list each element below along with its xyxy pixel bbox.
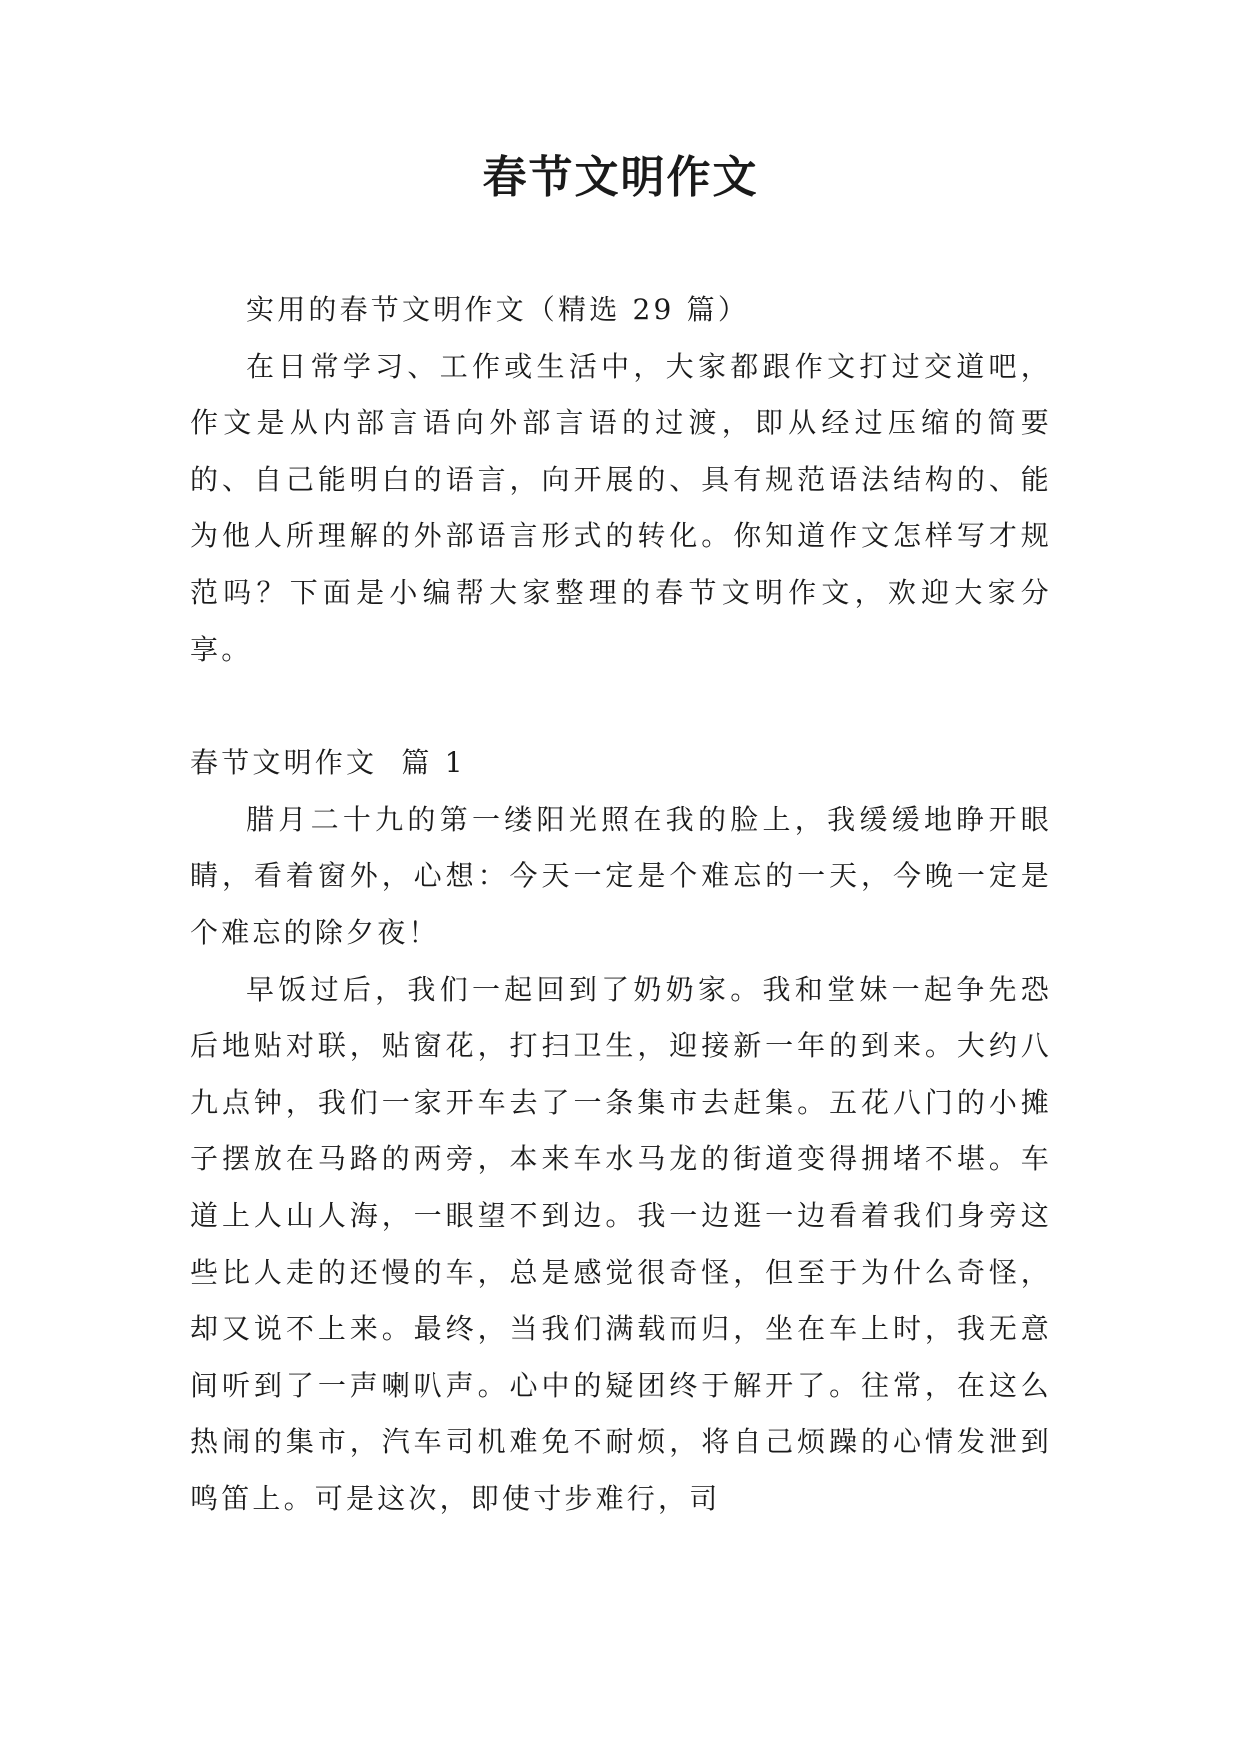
body-paragraph-2: 早饭过后，我们一起回到了奶奶家。我和堂妹一起争先恐后地贴对联，贴窗花，打扫卫生，迎接新一年的到来。大约八九点钟，我们一家开车去了一条集市去赶集。五花八门的小摊子摆放在马路的两旁，本来车水马龙的街道变得拥堵不堪。车道上人山人海，一眼望不到边。我一边逛一边看着我们身旁这些比人走的还慢的车，总是感觉很奇怪，但至于为什么奇怪，却又说不上来。最终，当我们满载而归，坐在车上时，我无意间听到了一声喇叭声。心中的疑团终于解开了。往常，在这么热闹的集市，汽车司机难免不耐烦，将自己烦躁的心情发泄到鸣笛上。可是这次，即使寸步难行，司 (190, 972, 1052, 1515)
document-title: 春节文明作文 (482, 152, 759, 203)
section-spacer (190, 678, 1052, 735)
body-paragraph-1: 腊月二十九的第一缕阳光照在我的脸上，我缓缓地睁开眼睛，看着窗外，心想：今天一定是个难忘的一天，今晚一定是个难忘的除夕夜！ (190, 802, 1052, 949)
document-body (190, 282, 1052, 1527)
section-heading: 春节文明作文 篇 1 (190, 746, 466, 780)
document-subtitle: 实用的春节文明作文（精选 29 篇） (246, 293, 750, 326)
intro-paragraph: 在日常学习、工作或生活中，大家都跟作文打过交道吧，作文是从内部言语向外部言语的过渡，即从经过压缩的简要的、自己能明白的语言，向开展的、具有规范语法结构的、能为他人所理解的外部语言形式的转化。你知道作文怎样写才规范吗？下面是小编帮大家整理的春节文明作文，欢迎大家分享。 (190, 349, 1052, 666)
